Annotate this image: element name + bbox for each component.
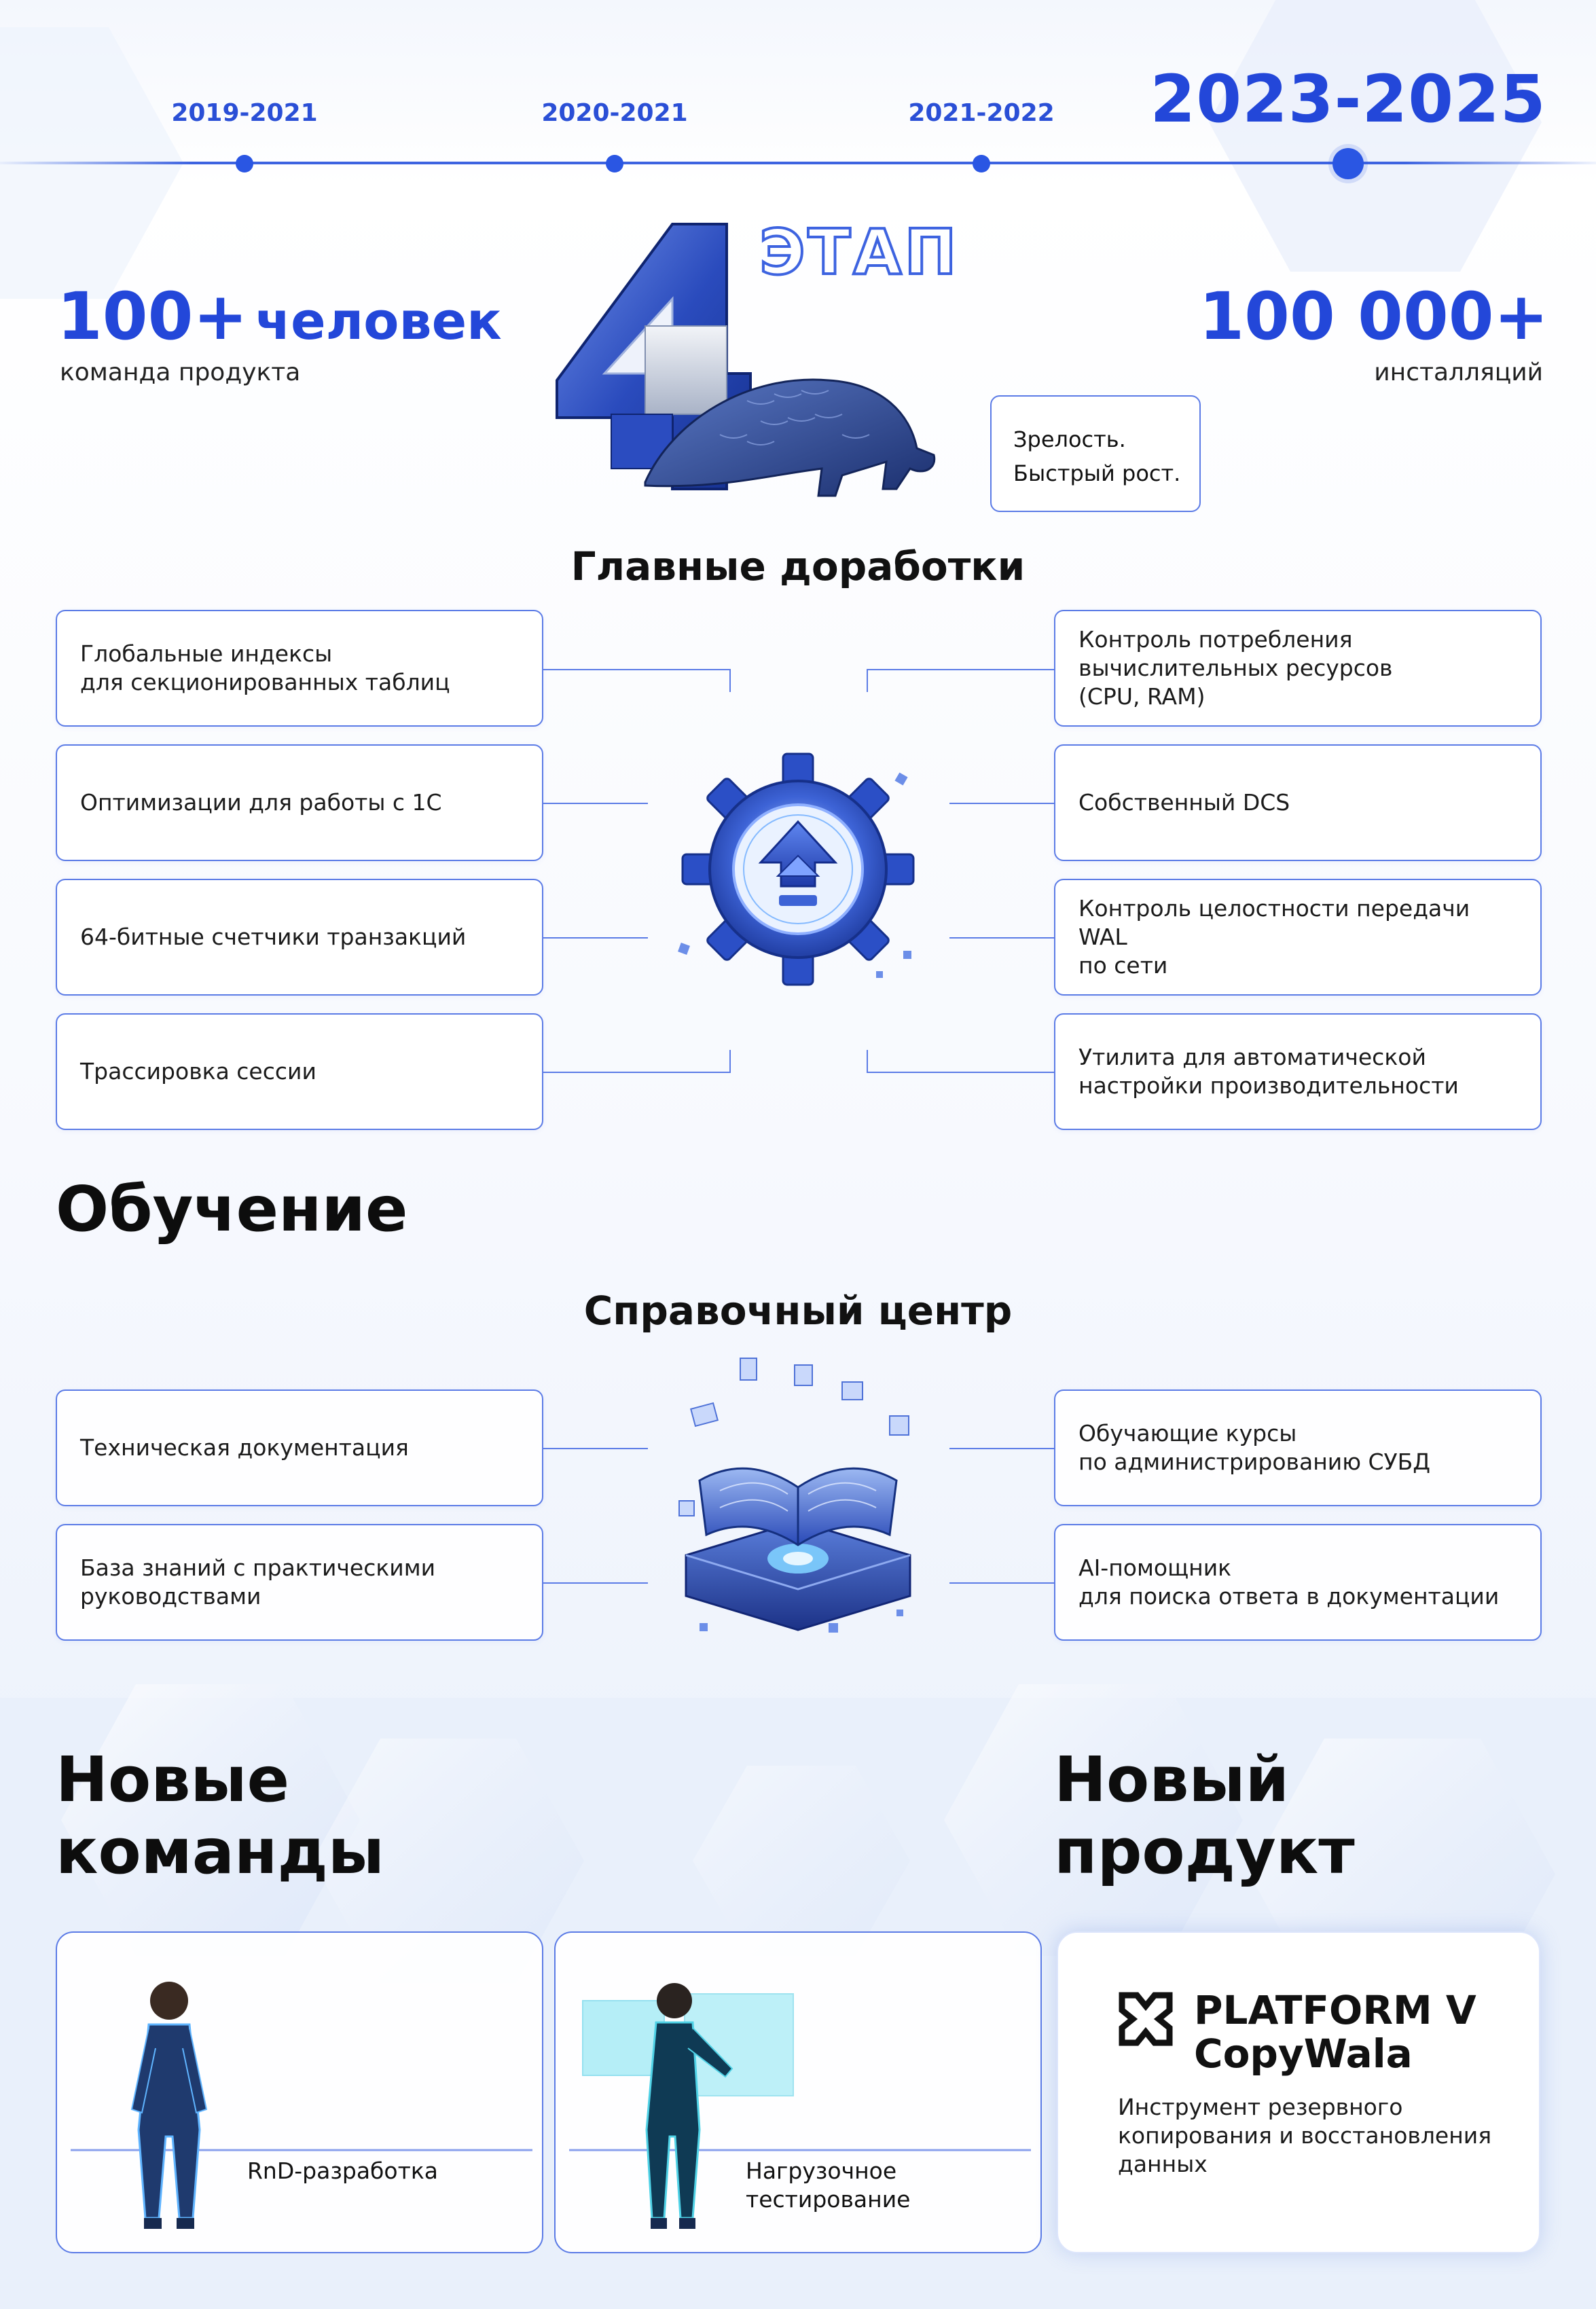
- product-brand-line: PLATFORM V: [1194, 1987, 1476, 2033]
- maturity-line: Быстрый рост.: [1013, 460, 1181, 486]
- installs-value: 100 000+: [1199, 278, 1548, 354]
- connector-line: [543, 1582, 648, 1584]
- stage-word: ЭТАП: [759, 216, 960, 289]
- timeline-dot: [973, 155, 990, 172]
- improvement-card: [1054, 879, 1542, 996]
- team-label-line: RnD-разработка: [247, 2158, 438, 2184]
- card-line: Контроль потребления: [1078, 626, 1353, 653]
- product-title-line: продукт: [1054, 1815, 1355, 1888]
- card-line: руководствами: [80, 1583, 261, 1610]
- team-label-line: тестирование: [746, 2186, 911, 2213]
- timeline-dot: [236, 155, 253, 172]
- maturity-line: Зрелость.: [1013, 426, 1126, 452]
- connector-line: [867, 669, 1054, 670]
- card-line: Контроль целостности передачи WAL: [1078, 895, 1470, 950]
- timeline-label-current: 2023-2025: [1150, 61, 1546, 137]
- connector-line: [949, 937, 1054, 939]
- card-line: вычислительных ресурсов: [1078, 655, 1393, 681]
- education-card: [56, 1389, 543, 1506]
- team-card-load-testing: [554, 1931, 1042, 2253]
- education-subtitle: Справочный центр: [583, 1288, 1013, 1334]
- card-line: База знаний с практическими: [80, 1555, 436, 1581]
- team-label: [247, 2157, 438, 2185]
- connector-line: [949, 1448, 1054, 1449]
- connector-line: [949, 1582, 1054, 1584]
- team-size-stat: [57, 278, 532, 354]
- developer-figure-icon: [57, 1933, 543, 2253]
- card-line: для поиска ответа в документации: [1078, 1583, 1500, 1610]
- card-line: Техническая документация: [80, 1434, 409, 1461]
- team-card-rnd: [56, 1931, 543, 2253]
- connector-line: [543, 1448, 648, 1449]
- timeline-dot-current: [1332, 148, 1364, 179]
- improvement-card: [56, 610, 543, 727]
- product-brand-line: CopyWala: [1194, 2031, 1413, 2077]
- connector-line: [867, 1072, 1054, 1073]
- connector-line: [867, 669, 868, 692]
- improvements-title: Главные доработки: [570, 543, 1026, 589]
- timeline-label: 2020-2021: [541, 99, 688, 127]
- product-desc-line: копирования и восстановления: [1118, 2122, 1492, 2149]
- connector-line: [543, 669, 731, 670]
- team-size-unit: человек: [255, 291, 502, 351]
- card-line: AI-помощник: [1078, 1555, 1232, 1581]
- improvement-card: [56, 879, 543, 996]
- card-line: для секционированных таблиц: [80, 669, 450, 695]
- card-line: Трассировка сессии: [80, 1058, 316, 1085]
- connector-line: [543, 803, 648, 804]
- card-line: Обучающие курсы: [1078, 1420, 1297, 1447]
- connector-line: [729, 1050, 731, 1073]
- product-card: [1057, 1931, 1540, 2253]
- connector-line: [949, 803, 1054, 804]
- connector-line: [729, 669, 731, 692]
- team-label-line: Нагрузочное: [746, 2158, 897, 2184]
- card-line: настройки производительности: [1078, 1072, 1459, 1099]
- team-size-value: 100+: [57, 278, 248, 354]
- product-title-line: Новый: [1054, 1743, 1290, 1816]
- improvement-card: [1054, 1013, 1542, 1130]
- education-card: [1054, 1524, 1542, 1641]
- team-label: [746, 2157, 910, 2214]
- product-desc-line: Инструмент резервного: [1118, 2094, 1403, 2120]
- platform-v-logo-icon: [1117, 1990, 1175, 2048]
- installs-stat: [1155, 278, 1548, 354]
- card-line: по сети: [1078, 952, 1168, 979]
- connector-line: [867, 1050, 868, 1073]
- product-brand: [1194, 1988, 1476, 2075]
- product-title: [1054, 1744, 1355, 1888]
- card-line: 64-битные счетчики транзакций: [80, 924, 467, 950]
- team-size-caption: команда продукта: [60, 359, 301, 386]
- connector-line: [543, 1072, 731, 1073]
- gear-upgrade-icon: [672, 747, 924, 998]
- card-line: Глобальные индексы: [80, 640, 333, 667]
- maturity-box: [990, 395, 1201, 512]
- teams-title-line: Новые: [56, 1743, 290, 1816]
- education-card: [56, 1524, 543, 1641]
- book-knowledge-icon: [672, 1351, 924, 1650]
- teams-title-line: команды: [56, 1815, 384, 1888]
- timeline-dot: [606, 155, 623, 172]
- improvement-card: [1054, 744, 1542, 861]
- timeline-label: 2021-2022: [908, 99, 1055, 127]
- product-desc-line: данных: [1118, 2151, 1208, 2177]
- teams-title: [56, 1744, 384, 1888]
- card-line: Оптимизации для работы с 1С: [80, 789, 442, 816]
- improvement-card: [56, 1013, 543, 1130]
- card-line: Собственный DCS: [1078, 789, 1290, 816]
- improvement-card: [1054, 610, 1542, 727]
- product-description: [1118, 2093, 1491, 2179]
- card-line: Утилита для автоматической: [1078, 1044, 1426, 1070]
- education-title: Обучение: [56, 1173, 408, 1246]
- card-line: (CPU, RAM): [1078, 683, 1205, 710]
- education-card: [1054, 1389, 1542, 1506]
- improvement-card: [56, 744, 543, 861]
- card-line: по администрированию СУБД: [1078, 1449, 1431, 1475]
- installs-caption: инсталляций: [1374, 359, 1543, 386]
- timeline-label: 2019-2021: [171, 99, 318, 127]
- connector-line: [543, 937, 648, 939]
